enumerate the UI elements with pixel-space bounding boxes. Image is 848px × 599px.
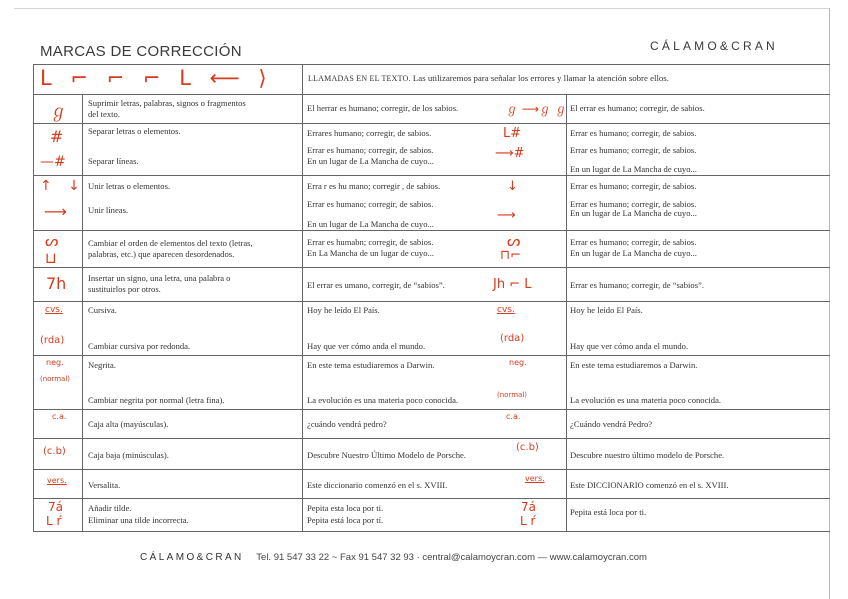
table-rule — [33, 230, 830, 231]
example-line: Este diccionario comenzó en el s. XVIII. — [307, 480, 448, 490]
example-line: El errar es umano, corregir, de “sabios”. — [307, 280, 445, 290]
page-top-edge — [14, 8, 830, 9]
desc-line: Insertar un signo, una letra, una palabra o — [88, 273, 231, 283]
table-rule — [33, 355, 830, 356]
result-line: Hay que ver cómo anda el mundo. — [570, 341, 689, 351]
delete-mark-margin: ℊ ⟶ℊ ℊ — [506, 102, 567, 116]
result-line: Errar es humano; corregir, de sabios. — [570, 145, 697, 155]
desc-line: Unir líneas. — [88, 205, 129, 215]
lowercase-mark-margin: (c.b) — [516, 442, 539, 453]
transpose-mark: ᔕ — [45, 232, 59, 250]
example-line: Pepita está loca por tí. — [307, 515, 384, 525]
example-line: Errar es humabn; corregir, de sabios. — [307, 237, 434, 247]
table-rule — [33, 469, 830, 470]
join-lines-mark: ⟶ — [44, 202, 67, 221]
result-line: ¿Cuándo vendrá Pedro? — [570, 419, 653, 429]
insert-mark-margin: Jh ⌐ L — [493, 277, 532, 292]
join-lines-mark-margin: ⟶ — [497, 208, 516, 223]
table-col-rule — [566, 94, 567, 531]
separate-mark: # — [50, 127, 64, 146]
bold-mark-margin: neg. — [509, 358, 527, 367]
join-mark: ↑ ↓ — [40, 178, 86, 194]
result-line: El errar es humano; corregir, de sabios. — [570, 103, 705, 113]
intro-caption — [308, 73, 669, 83]
example-line: Hay que ver cómo anda el mundo. — [307, 341, 426, 351]
result-line: Errar es humano; corregir, de sabios. — [570, 237, 697, 247]
italic-mark-margin: cvs. — [497, 305, 515, 315]
desc-line: Caja baja (minúsculas). — [88, 450, 169, 460]
example-line: El herrar es humano; corregir, de los sabios. — [307, 103, 459, 113]
example-line: Hoy he leído El País. — [307, 305, 380, 315]
table-col-rule — [302, 64, 303, 531]
remove-accent-mark: L ŕ — [46, 514, 62, 528]
italic-mark: cvs. — [45, 305, 63, 315]
table-rule — [33, 267, 830, 268]
desc-line: Unir letras o elementos. — [88, 181, 171, 191]
example-line: En un lugar de La Mancha de cuyo... — [307, 156, 434, 166]
desc-line: palabras, etc.) que aparecen desordenados. — [88, 249, 235, 259]
transpose-lines-mark-margin: ⊓⌐ — [500, 248, 522, 263]
result-line: Pepita está loca por ti. — [570, 507, 647, 517]
example-line: La evolución es una materia poco conocida. — [307, 395, 459, 405]
example-line: Pepita esta loca por ti. — [307, 503, 384, 513]
uppercase-mark: c.a. — [52, 412, 67, 421]
page-title: MARCAS DE CORRECCIÓN — [40, 43, 242, 60]
result-line: Errar es humano; corregir, de “sabios”. — [570, 280, 704, 290]
result-line: En un lugar de La Mancha de cuyo... — [570, 208, 697, 218]
example-line: Errares humano; corregir, de sabios. — [307, 128, 432, 138]
desc-line: Eliminar una tilde incorrecta. — [88, 515, 189, 525]
table-rule — [33, 498, 830, 499]
separate-mark-margin: L# — [503, 126, 522, 141]
desc-line: Cambiar negrita por normal (letra fina). — [88, 395, 225, 405]
example-line: Errar es humano; corregir, de sabios. — [307, 199, 434, 209]
table-top-rule — [33, 64, 830, 65]
desc-line: Caja alta (mayúsculas). — [88, 419, 169, 429]
desc-line: Añadir tilde. — [88, 503, 132, 513]
desc-line: Cambiar el orden de elementos del texto (letras, — [88, 238, 253, 248]
intro-lead: LLAMADAS EN EL TEXTO. — [308, 74, 411, 83]
result-line: La evolución es una materia poco conocida. — [570, 395, 722, 405]
remove-accent-mark-margin: L ŕ — [520, 514, 536, 528]
desc-line: Negrita. — [88, 360, 116, 370]
separate-lines-mark-margin: ⟶# — [495, 146, 525, 161]
result-line: En un lugar de La Mancha de cuyo... — [570, 248, 697, 258]
add-accent-mark: 7á — [48, 500, 63, 514]
result-line: Errar es humano; corregir, de sabios. — [570, 181, 697, 191]
footer — [140, 552, 647, 563]
example-line: Errar es humano; corregir, de sabios. — [307, 145, 434, 155]
table-rule — [33, 123, 830, 124]
example-line: Erra r es hu mano; corregir , de sabios. — [307, 181, 441, 191]
example-line: En un lugar de La Mancha de cuyo... — [307, 219, 434, 229]
footer-contact: Tel. 91 547 33 22 ~ Fax 91 547 32 93 · central@calamoycran.com — www.calamoycran.com — [256, 552, 647, 563]
add-accent-mark-margin: 7á — [521, 500, 536, 514]
table-rule — [33, 175, 830, 176]
desc-line: Separar letras o elementos. — [88, 126, 181, 136]
example-line: Descubre Nuestro Último Modelo de Porsche. — [307, 450, 466, 460]
transpose-lines-mark: ⊔ — [45, 249, 57, 267]
desc-line: Suprimir letras, palabras, signos o fragmentos — [88, 98, 246, 108]
footer-brand: CÁLAMO&CRAN — [140, 552, 244, 563]
intro-text: Las utilizaremos para señalar los errores y llamar la atención sobre ellos. — [410, 73, 669, 83]
transpose-mark-margin: ᔕ — [507, 232, 521, 250]
desc-line: Cambiar cursiva por redonda. — [88, 341, 191, 351]
lowercase-mark: (c.b) — [43, 446, 66, 457]
result-line: Descubre nuestro último modelo de Porsche. — [570, 450, 725, 460]
result-line: En este tema estudiaremos a Darwin. — [570, 360, 698, 370]
page-right-edge — [829, 8, 830, 599]
example-line: En La Mancha de un lugar de cuyo... — [307, 248, 434, 258]
brand-logo: CÁLAMO&CRAN — [650, 39, 778, 53]
roman-mark-margin: (rda) — [500, 333, 525, 344]
smallcaps-mark: vers. — [47, 476, 67, 485]
bold-mark: neg. — [46, 358, 64, 367]
result-line: Este DICCIONARIO comenzó en el s. XVIII. — [570, 480, 729, 490]
desc-line: Separar líneas. — [88, 156, 139, 166]
example-line: En este tema estudiaremos a Darwin. — [307, 360, 435, 370]
table-rule — [33, 301, 830, 302]
result-line: En un lugar de La Mancha de cuyo... — [570, 164, 697, 174]
desc-line: sustituirlos por otros. — [88, 284, 161, 294]
table-col-rule — [82, 94, 83, 531]
desc-line: Cursiva. — [88, 305, 117, 315]
example-line: ¿cuándo vendrá pedro? — [307, 419, 387, 429]
desc-line: Versalita. — [88, 480, 121, 490]
result-line: Errar es humano; corregir, de sabios. — [570, 128, 697, 138]
table-col-rule — [33, 64, 34, 531]
table-rule — [33, 409, 830, 410]
result-line: Errar es humano; corregir, de sabios. — [570, 199, 697, 209]
correction-marks-strip: L ⌐ ⌐ ⌐ L ⟵ ⟩ — [40, 66, 273, 90]
insert-mark: 7h — [46, 274, 67, 293]
table-bottom-rule — [33, 531, 830, 532]
smallcaps-mark-margin: vers. — [525, 474, 545, 483]
table-rule — [33, 438, 830, 439]
result-line: Hoy he leído El País. — [570, 305, 643, 315]
separate-lines-mark: —# — [40, 154, 66, 170]
uppercase-mark-margin: c.a. — [506, 412, 521, 421]
delete-mark: ℊ — [50, 102, 67, 122]
normal-weight-mark-margin: (normal) — [497, 391, 527, 399]
roman-mark: (rda) — [40, 335, 65, 346]
normal-weight-mark: (normal) — [40, 375, 70, 383]
table-rule — [33, 94, 830, 95]
desc-line: del texto. — [88, 109, 120, 119]
join-mark-margin: ↓ — [507, 179, 518, 194]
